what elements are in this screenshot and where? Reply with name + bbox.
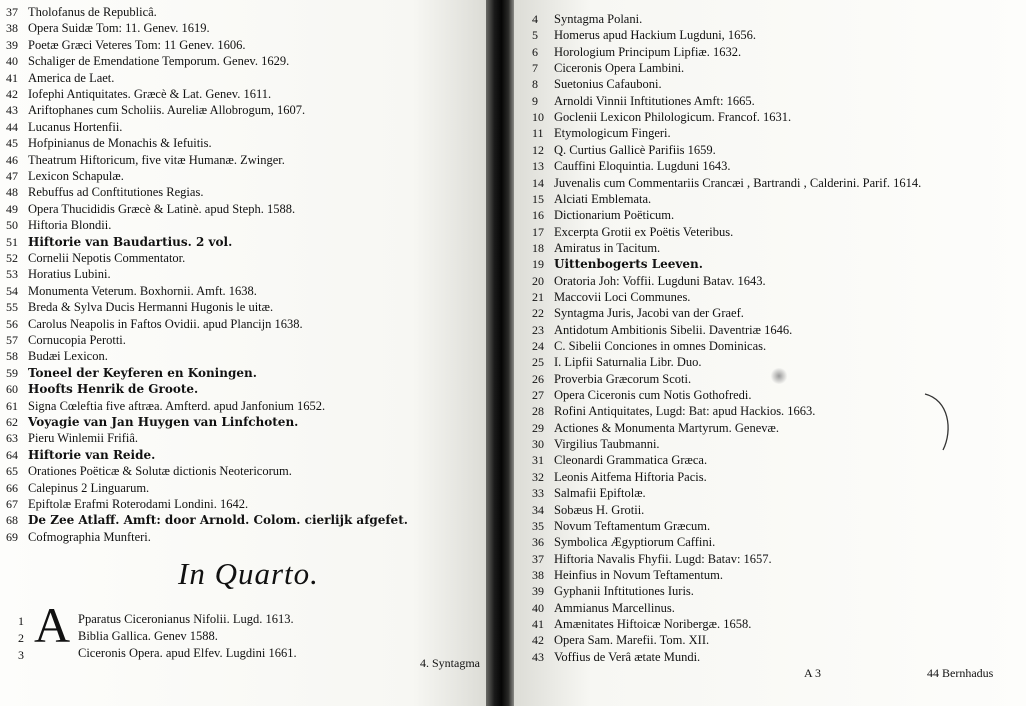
left-entry bbox=[6, 495, 248, 513]
entry-title: Cleonardi Grammatica Græca. bbox=[554, 453, 708, 468]
entry-number: 33 bbox=[532, 486, 544, 501]
entry-title: Suetonius Cafauboni. bbox=[554, 77, 662, 92]
ink-smudge bbox=[770, 368, 788, 384]
entry-number: 32 bbox=[532, 469, 544, 484]
entry-number: 62 bbox=[6, 415, 18, 429]
left-entry bbox=[6, 36, 246, 54]
right-entry bbox=[532, 402, 815, 420]
entry-number: 67 bbox=[6, 497, 18, 511]
entry-number: 68 bbox=[6, 513, 18, 528]
right-entry bbox=[532, 272, 766, 290]
quarto-entry-2: Biblia Gallica. Genev 1588. bbox=[78, 629, 218, 643]
entry-number: 42 bbox=[6, 87, 18, 101]
entry-title: Syntagma Polani. bbox=[554, 12, 643, 26]
left-entry bbox=[6, 479, 149, 497]
entry-number: 14 bbox=[532, 175, 544, 190]
entry-title: Hoofts Henrik de Groote. bbox=[28, 382, 199, 397]
right-entry bbox=[532, 92, 755, 110]
entry-number: 23 bbox=[532, 322, 544, 337]
left-catchword: 4. Syntagma bbox=[420, 656, 480, 670]
entry-title: Etymologicum Fingeri. bbox=[554, 126, 671, 141]
right-entry bbox=[532, 124, 671, 142]
left-entry bbox=[6, 69, 114, 87]
entry-number: 11 bbox=[532, 126, 544, 141]
entry-title: Iofephi Antiquitates. Græcè & Lat. Genev. 1611. bbox=[28, 87, 272, 101]
entry-title: Syntagma Juris, Jacobi van der Graef. bbox=[554, 306, 744, 321]
left-entry bbox=[6, 446, 155, 464]
entry-number: 64 bbox=[6, 447, 18, 462]
entry-number: 36 bbox=[532, 535, 544, 550]
left-page bbox=[0, 0, 486, 706]
right-entry bbox=[532, 288, 690, 306]
entry-title: Hofpinianus de Monachis & Iefuitis. bbox=[28, 136, 212, 151]
entry-title: Leonis Aitfema Hiftoria Pacis. bbox=[554, 469, 707, 484]
left-entry bbox=[6, 85, 271, 103]
right-entry bbox=[532, 582, 694, 600]
entry-number: 9 bbox=[532, 93, 538, 108]
entry-number: 61 bbox=[6, 398, 18, 413]
quarto-num-2: 2 bbox=[18, 631, 24, 645]
right-entry bbox=[532, 370, 691, 388]
left-entry bbox=[6, 118, 122, 136]
entry-number: 43 bbox=[6, 103, 18, 118]
right-entry bbox=[532, 223, 733, 241]
right-entry bbox=[532, 141, 716, 159]
entry-number: 40 bbox=[6, 54, 18, 69]
entry-number: 39 bbox=[532, 584, 544, 599]
entry-title: Signa Cœleftia five aftræa. Amfterd. apud Janfonium 1652. bbox=[28, 398, 326, 413]
entry-number: 5 bbox=[532, 28, 538, 43]
entry-number: 48 bbox=[6, 185, 18, 200]
entry-number: 43 bbox=[532, 649, 544, 664]
right-entry bbox=[532, 435, 660, 453]
right-entry bbox=[532, 255, 703, 273]
left-entry bbox=[6, 101, 305, 119]
entry-title: Cauffini Eloquintia. Lugduni 1643. bbox=[554, 159, 731, 174]
entry-number: 26 bbox=[532, 371, 544, 386]
entry-title: Uittenbogerts Leeven. bbox=[554, 257, 703, 272]
right-entry bbox=[532, 615, 751, 633]
entry-title: Juvenalis cum Commentariis Crancæi , Bartrandi , Calderini. Parif. 1614. bbox=[554, 175, 922, 190]
entry-title: Hiftorie van Reide. bbox=[28, 447, 156, 462]
entry-number: 20 bbox=[532, 273, 544, 288]
entry-title: Maccovii Loci Communes. bbox=[554, 289, 691, 304]
entry-number: 22 bbox=[532, 306, 544, 321]
right-entry bbox=[532, 599, 675, 617]
left-entry bbox=[6, 183, 203, 201]
entry-title: Opera Thucididis Græcè & Latinè. apud Steph. 1588. bbox=[28, 201, 296, 216]
left-entry bbox=[6, 528, 151, 546]
entry-number: 8 bbox=[532, 77, 538, 92]
entry-number: 7 bbox=[532, 61, 538, 76]
entry-number: 19 bbox=[532, 257, 544, 272]
left-entry bbox=[6, 52, 289, 70]
left-entry bbox=[6, 216, 111, 234]
quarto-entry-1: Pparatus Ciceronianus Nifolii. Lugd. 1613. bbox=[78, 612, 294, 626]
right-entry bbox=[532, 321, 792, 339]
right-entry bbox=[532, 550, 772, 568]
entry-title: Horatius Lubini. bbox=[28, 267, 111, 282]
entry-number: 59 bbox=[6, 365, 18, 380]
entry-title: Breda & Sylva Ducis Hermanni Hugonis le uitæ. bbox=[28, 300, 274, 315]
right-entry bbox=[532, 631, 709, 649]
entry-number: 15 bbox=[532, 191, 544, 206]
entry-title: Voyagie van Jan Huygen van Linfchoten. bbox=[28, 415, 299, 429]
left-entry bbox=[6, 347, 108, 365]
entry-title: Dictionarium Poëticum. bbox=[554, 208, 675, 223]
left-entry bbox=[6, 364, 257, 382]
right-entry bbox=[532, 386, 752, 404]
left-entry bbox=[6, 3, 157, 21]
entry-title: Heinfius in Novum Teftamentum. bbox=[554, 567, 724, 582]
entry-title: Hiftorie van Baudartius. 2 vol. bbox=[28, 234, 233, 249]
entry-title: Epiftolæ Erafmi Roterodami Londini. 1642. bbox=[28, 497, 249, 511]
entry-number: 34 bbox=[532, 502, 544, 517]
entry-title: Orationes Poëticæ & Solutæ dictionis Neotericorum. bbox=[28, 464, 292, 479]
entry-title: Opera Ciceronis cum Notis Gothofredi. bbox=[554, 388, 752, 403]
entry-number: 52 bbox=[6, 251, 18, 265]
entry-title: Amænitates Hiftoicæ Noribergæ. 1658. bbox=[554, 616, 752, 631]
entry-number: 29 bbox=[532, 420, 544, 435]
right-entry bbox=[532, 484, 646, 502]
entry-title: Poetæ Græci Veteres Tom: 11 Genev. 1606. bbox=[28, 37, 246, 52]
entry-title: Rebuffus ad Conftitutiones Regias. bbox=[28, 185, 204, 200]
entry-number: 55 bbox=[6, 300, 18, 315]
entry-number: 24 bbox=[532, 339, 544, 353]
entry-number: 57 bbox=[6, 333, 18, 347]
entry-title: America de Laet. bbox=[28, 70, 115, 85]
entry-number: 63 bbox=[6, 431, 18, 446]
left-entry bbox=[6, 200, 295, 218]
entry-number: 16 bbox=[532, 208, 544, 223]
entry-number: 38 bbox=[532, 567, 544, 582]
left-entry bbox=[6, 413, 298, 431]
entry-number: 45 bbox=[6, 136, 18, 151]
right-entry bbox=[532, 174, 921, 192]
entry-title: Oratoria Joh: Voffii. Lugduni Batav. 1643. bbox=[554, 273, 766, 288]
entry-title: I. Lipfii Saturnalia Libr. Duo. bbox=[554, 355, 702, 370]
entry-number: 41 bbox=[6, 70, 18, 85]
entry-title: Toneel der Keyferen en Koningen. bbox=[28, 365, 257, 380]
entry-number: 18 bbox=[532, 240, 544, 255]
entry-number: 44 bbox=[6, 119, 18, 134]
entry-title: Virgilius Taubmanni. bbox=[554, 437, 660, 452]
entry-title: Tholofanus de Republicâ. bbox=[28, 5, 157, 19]
entry-number: 54 bbox=[6, 283, 18, 298]
right-entry bbox=[532, 59, 684, 77]
entry-number: 58 bbox=[6, 349, 18, 364]
entry-number: 40 bbox=[532, 600, 544, 615]
left-entry bbox=[6, 265, 111, 283]
entry-title: Rofini Antiquitates, Lugd: Bat: apud Hackios. 1663. bbox=[554, 404, 816, 419]
entry-title: Goclenii Lexicon Philologicum. Francof. 1631. bbox=[554, 110, 792, 125]
entry-number: 42 bbox=[532, 633, 544, 648]
entry-title: Gyphanii Inftitutiones Iuris. bbox=[554, 584, 694, 599]
entry-title: De Zee Atlaff. Amft: door Arnold. Colom. cierlijk afgefet. bbox=[28, 513, 408, 528]
quarto-entry-3: Ciceronis Opera. apud Elfev. Lugdini 1661. bbox=[78, 646, 297, 660]
right-entry bbox=[532, 157, 731, 175]
right-entry bbox=[532, 648, 700, 666]
entry-title: Calepinus 2 Linguarum. bbox=[28, 480, 150, 495]
entry-title: Carolus Neapolis in Faftos Ovidii. apud Plancijn 1638. bbox=[28, 316, 303, 331]
left-entry bbox=[6, 298, 273, 316]
right-entry bbox=[532, 43, 741, 61]
entry-number: 6 bbox=[532, 44, 538, 59]
right-entry bbox=[532, 501, 644, 519]
entry-title: Excerpta Grotii ex Poëtis Veteribus. bbox=[554, 224, 734, 239]
left-entry bbox=[6, 331, 126, 349]
entry-title: Amiratus in Tacitum. bbox=[554, 240, 661, 255]
entry-title: Salmafii Epiftolæ. bbox=[554, 486, 646, 501]
left-entry bbox=[6, 134, 212, 152]
entry-number: 51 bbox=[6, 234, 18, 249]
right-entry bbox=[532, 468, 707, 486]
entry-title: Alciati Emblemata. bbox=[554, 191, 652, 206]
left-entry bbox=[6, 429, 138, 447]
left-entry bbox=[6, 397, 325, 415]
entry-number: 53 bbox=[6, 267, 18, 282]
right-page bbox=[514, 0, 1026, 706]
entry-title: Budæi Lexicon. bbox=[28, 349, 108, 364]
right-entry bbox=[532, 419, 779, 437]
pen-mark bbox=[919, 390, 959, 460]
entry-number: 31 bbox=[532, 453, 544, 468]
entry-title: Actiones & Monumenta Martyrum. Genevæ. bbox=[554, 420, 779, 435]
entry-number: 17 bbox=[532, 224, 544, 239]
entry-number: 69 bbox=[6, 529, 18, 544]
entry-number: 27 bbox=[532, 388, 544, 403]
entry-title: Lucanus Hortenfii. bbox=[28, 119, 123, 134]
entry-number: 37 bbox=[532, 551, 544, 566]
entry-title: Symbolica Ægyptiorum Caffini. bbox=[554, 535, 716, 550]
right-catchword: 44 Bernhadus bbox=[927, 666, 994, 680]
entry-number: 60 bbox=[6, 382, 18, 397]
entry-number: 12 bbox=[532, 142, 544, 157]
entry-number: 66 bbox=[6, 480, 18, 495]
entry-number: 65 bbox=[6, 464, 18, 479]
entry-title: Novum Teftamentum Græcum. bbox=[554, 518, 711, 533]
entry-title: Opera Suidæ Tom: 11. Genev. 1619. bbox=[28, 21, 210, 36]
left-entry bbox=[6, 233, 232, 251]
entry-title: Cornelii Nepotis Commentator. bbox=[28, 251, 186, 265]
entry-title: Proverbia Græcorum Scoti. bbox=[554, 371, 692, 386]
entry-number: 56 bbox=[6, 316, 18, 331]
entry-number: 35 bbox=[532, 518, 544, 533]
entry-title: Cofmographia Munfteri. bbox=[28, 529, 151, 544]
entry-number: 4 bbox=[532, 12, 538, 26]
left-entry bbox=[6, 19, 210, 37]
entry-title: Ammianus Marcellinus. bbox=[554, 600, 675, 615]
entry-title: Homerus apud Hackium Lugduni, 1656. bbox=[554, 28, 757, 43]
entry-number: 37 bbox=[6, 5, 18, 19]
entry-number: 25 bbox=[532, 355, 544, 370]
right-entry bbox=[532, 206, 674, 224]
entry-title: Theatrum Hiftoricum, five vitæ Humanæ. Zwinger. bbox=[28, 152, 285, 167]
quarto-num-1: 1 bbox=[18, 614, 24, 628]
quarto-num-3: 3 bbox=[18, 648, 24, 662]
entry-title: Hiftoria Navalis Fhyfii. Lugd: Batav: 1657. bbox=[554, 551, 772, 566]
entry-title: Cornucopia Perotti. bbox=[28, 333, 126, 347]
entry-title: Lexicon Schapulæ. bbox=[28, 169, 124, 183]
right-entry bbox=[532, 517, 710, 535]
right-entry bbox=[532, 239, 660, 257]
entry-number: 46 bbox=[6, 152, 18, 167]
entry-title: Sobæus H. Grotii. bbox=[554, 502, 645, 517]
left-entry bbox=[6, 282, 257, 300]
left-entry bbox=[6, 511, 408, 529]
entry-title: Schaliger de Emendatione Temporum. Genev. 1629. bbox=[28, 54, 290, 69]
entry-number: 38 bbox=[6, 21, 18, 36]
entry-title: Horologium Principum Lipfiæ. 1632. bbox=[554, 44, 742, 59]
left-entry bbox=[6, 249, 185, 267]
entry-number: 28 bbox=[532, 404, 544, 419]
left-entry bbox=[6, 462, 292, 480]
book-gutter bbox=[486, 0, 514, 706]
entry-title: Ciceronis Opera Lambini. bbox=[554, 61, 685, 76]
right-entry bbox=[532, 533, 715, 551]
right-entry bbox=[532, 108, 791, 126]
entry-title: Monumenta Veterum. Boxhornii. Amft. 1638. bbox=[28, 283, 257, 298]
entry-number: 47 bbox=[6, 169, 18, 183]
entry-title: Opera Sam. Marefii. Tom. XII. bbox=[554, 633, 710, 648]
right-entry bbox=[532, 10, 642, 28]
entry-number: 50 bbox=[6, 218, 18, 233]
entry-number: 41 bbox=[532, 616, 544, 631]
dropcap-letter: A bbox=[34, 597, 71, 653]
entry-title: Ariftophanes cum Scholiis. Aureliæ Allobrogum, 1607. bbox=[28, 103, 306, 118]
right-entry bbox=[532, 566, 723, 584]
entry-number: 10 bbox=[532, 110, 544, 125]
entry-title: Hiftoria Blondii. bbox=[28, 218, 112, 233]
right-entry bbox=[532, 353, 702, 371]
left-entry bbox=[6, 315, 303, 333]
signature-mark: A 3 bbox=[804, 666, 822, 680]
entry-title: C. Sibelii Conciones in omnes Dominicas. bbox=[554, 339, 767, 353]
entry-number: 49 bbox=[6, 201, 18, 216]
right-entry bbox=[532, 26, 756, 44]
right-entry bbox=[532, 190, 651, 208]
entry-number: 39 bbox=[6, 37, 18, 52]
right-entry bbox=[532, 451, 707, 469]
entry-number: 21 bbox=[532, 289, 544, 304]
right-entry bbox=[532, 304, 744, 322]
entry-number: 13 bbox=[532, 159, 544, 174]
entry-title: Q. Curtius Gallicè Parifiis 1659. bbox=[554, 142, 716, 157]
right-entry bbox=[532, 337, 766, 355]
entry-number: 30 bbox=[532, 437, 544, 452]
entry-title: Antidotum Ambitionis Sibelii. Daventriæ 1646. bbox=[554, 322, 793, 337]
entry-title: Pieru Winlemii Frifiâ. bbox=[28, 431, 139, 446]
right-entry bbox=[532, 75, 662, 93]
entry-title: Arnoldi Vinnii Inftitutiones Amft: 1665. bbox=[554, 93, 755, 108]
left-entry bbox=[6, 167, 124, 185]
left-entry bbox=[6, 151, 285, 169]
left-entry bbox=[6, 380, 198, 398]
entry-title: Voffius de Verâ ætate Mundi. bbox=[554, 649, 701, 664]
section-heading-in-quarto: In Quarto. bbox=[178, 556, 319, 591]
